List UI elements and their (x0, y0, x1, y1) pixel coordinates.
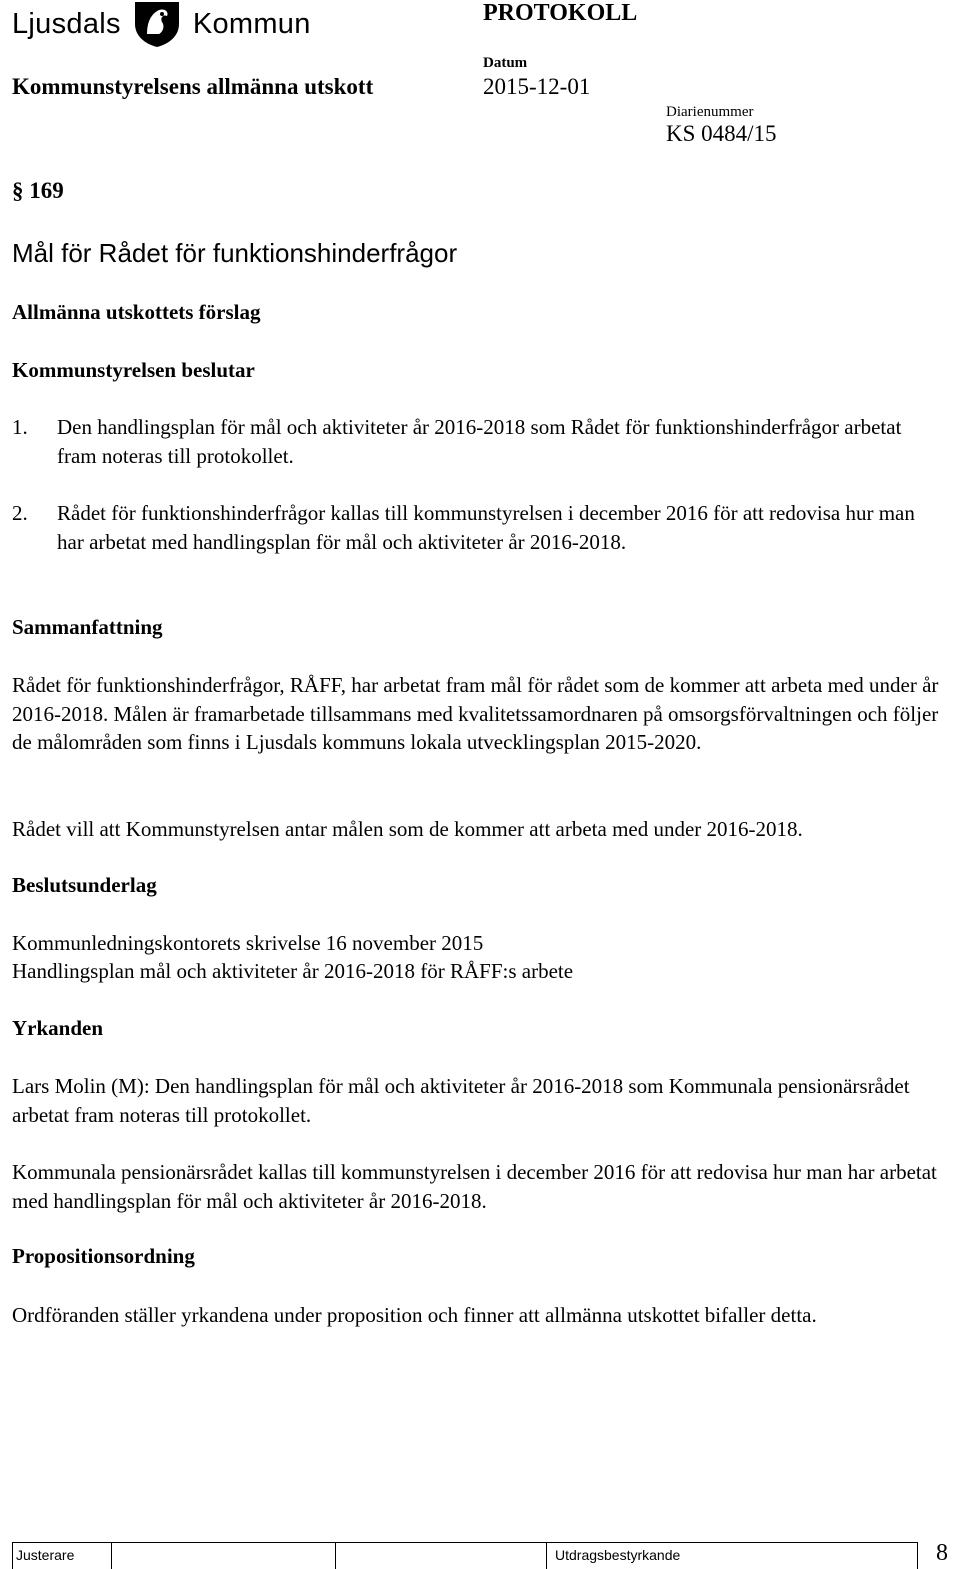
footer-separator (546, 1543, 547, 1569)
decision-heading: Kommunstyrelsen beslutar (12, 358, 255, 382)
decision-text: Den handlingsplan för mål och aktiviteter år 2016-2018 som Rådet för funktionshinderfrågor arbetat fram noteras till protokollet. (57, 415, 902, 468)
order-paragraph: Ordföranden ställer yrkandena under proposition och finner att allmänna utskottet bifaller detta. (12, 1303, 817, 1327)
footer-divider (12, 1542, 918, 1543)
case-number-value: KS 0484/15 (666, 121, 777, 146)
coat-of-arms-icon (129, 0, 185, 48)
decision-number: 1. (12, 415, 28, 439)
date-label: Datum (483, 55, 528, 71)
summary-paragraph-1: Rådet för funktionshinderfrågor, RÅFF, har arbetat fram mål för rådet som de kommer att arbeta med under år 2016-2018. Målen är framarbetade tillsammans med kvalitetssamordnaren på omsorgsförvaltningen och följer de målområden som finns i Ljusdals kommuns lokala utvecklingsplan 2015-2020. (12, 673, 939, 754)
motions-paragraph-2: Kommunala pensionärsrådet kallas till kommunstyrelsen i december 2016 för att redovisa hur man har arbetat med handlingsplan för mål och aktiviteter år 2016-2018. (12, 1160, 937, 1213)
date-value: 2015-12-01 (483, 74, 591, 99)
motions-heading: Yrkanden (12, 1016, 104, 1040)
basis-heading: Beslutsunderlag (12, 873, 157, 897)
summary-paragraph-2: Rådet vill att Kommunstyrelsen antar målen som de kommer att arbeta med under 2016-2018. (12, 817, 803, 841)
committee-name: Kommunstyrelsens allmänna utskott (12, 74, 374, 99)
paragraph-number: § 169 (12, 178, 64, 203)
municipality-logo (12, 0, 311, 48)
footer-separator (335, 1543, 336, 1569)
page-number: 8 (936, 1540, 948, 1566)
motions-paragraph-1: Lars Molin (M): Den handlingsplan för mål och aktiviteter år 2016-2018 som Kommunala pensionärsrådet arbetat fram noteras till protokollet. (12, 1074, 910, 1127)
decision-item-1 (12, 413, 952, 470)
case-number-label: Diarienummer (666, 104, 754, 120)
order-heading: Propositionsordning (12, 1244, 195, 1268)
footer-separator (111, 1543, 112, 1569)
proposal-heading: Allmänna utskottets förslag (12, 300, 261, 324)
decision-number: 2. (12, 501, 28, 525)
basis-item-2: Handlingsplan mål och aktiviteter år 2016-2018 för RÅFF:s arbete (12, 959, 574, 983)
decision-text: Rådet för funktionshinderfrågor kallas till kommunstyrelsen i december 2016 för att redovisa hur man har arbetat med handlingsplan för mål och aktiviteter år 2016-2018. (57, 501, 915, 554)
summary-heading: Sammanfattning (12, 615, 163, 639)
logo-text-left: Ljusdals (12, 7, 121, 40)
footer-approver-label: Justerare (16, 1547, 75, 1563)
footer-separator (917, 1543, 918, 1569)
basis-item-1: Kommunledningskontorets skrivelse 16 november 2015 (12, 931, 484, 955)
page-title: Mål för Rådet för funktionshinderfrågor (12, 238, 458, 268)
footer-certification-label: Utdragsbestyrkande (555, 1547, 681, 1563)
document-type: PROTOKOLL (483, 0, 638, 26)
footer-separator (12, 1543, 13, 1569)
logo-text-right: Kommun (192, 7, 311, 40)
decision-item-2 (12, 499, 952, 556)
